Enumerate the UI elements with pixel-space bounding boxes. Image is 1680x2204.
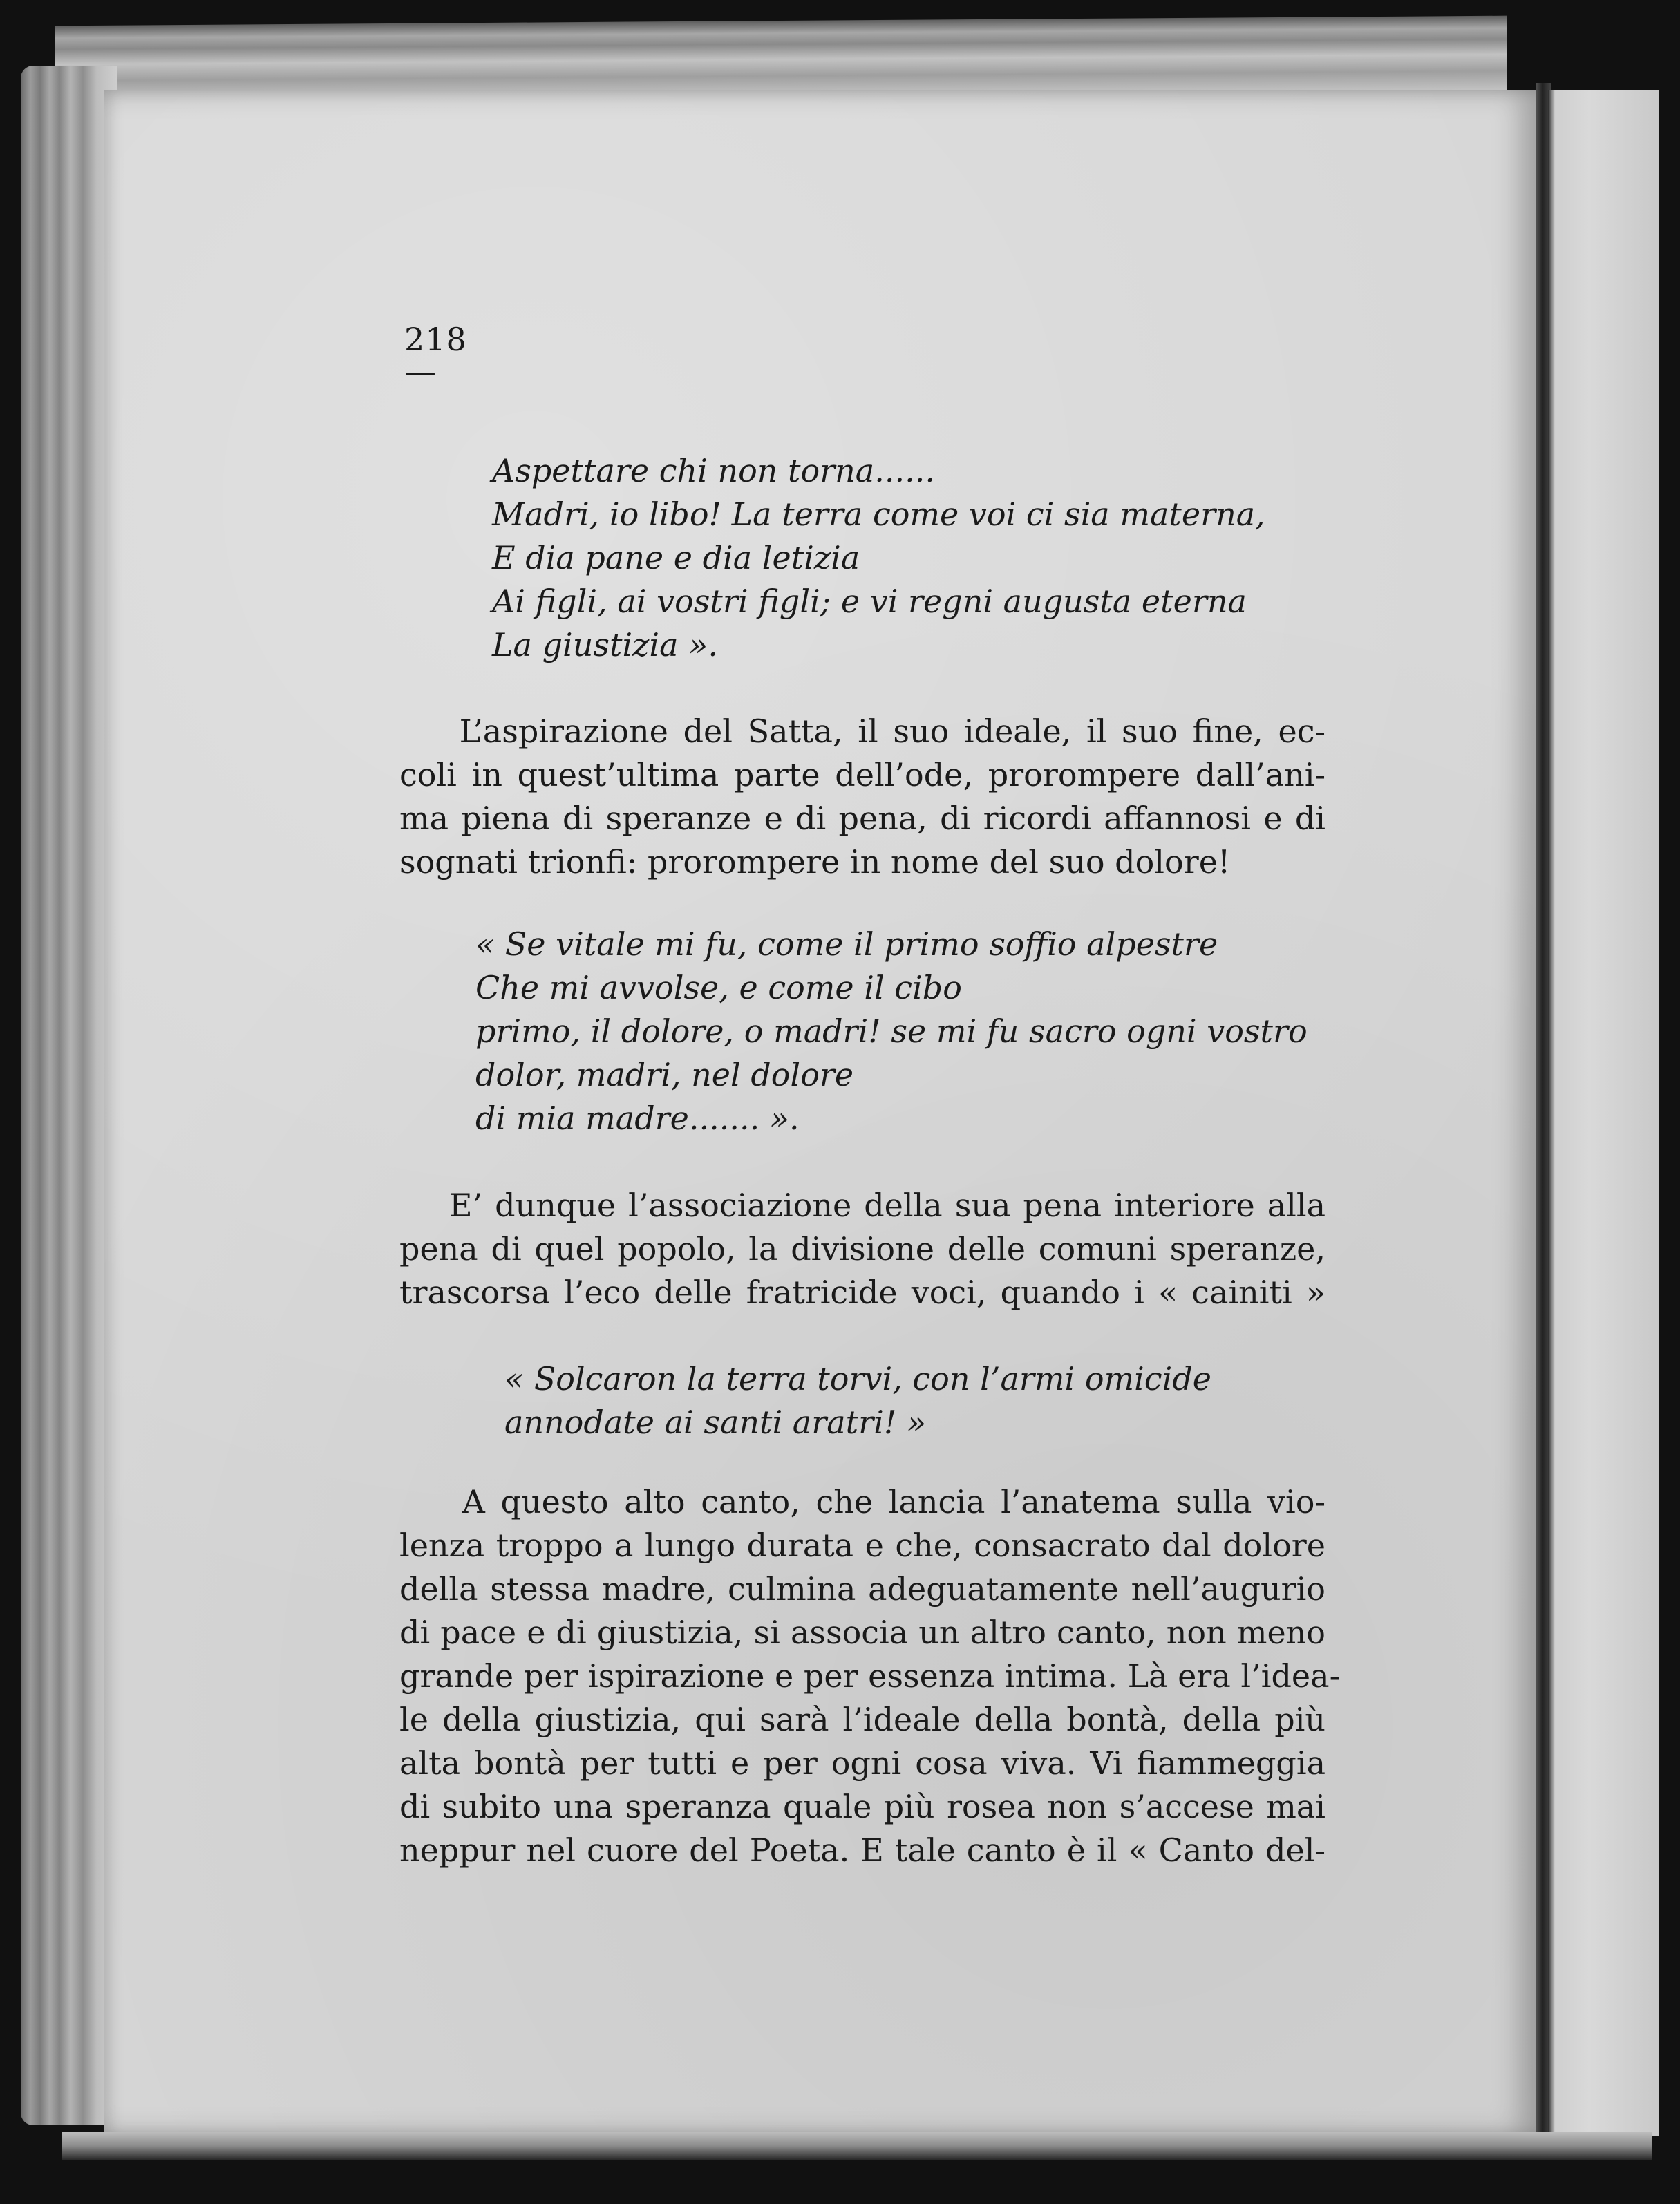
verse-line: « Solcaron la terra torvi, con l’armi omicide [504, 1360, 1211, 1397]
paragraph-line: grande per ispirazione e per essenza intima. Là era l’idea- [399, 1657, 1341, 1695]
verse-line: « Se vitale mi fu, come il primo soffio alpestre [475, 925, 1218, 963]
verse-line: primo, il dolore, o madri! se mi fu sacro ogni vostro [475, 1012, 1308, 1050]
verse-line: annodate ai santi aratri! » [504, 1404, 927, 1441]
paragraph-line: della stessa madre, culmina adeguatamente nell’augurio [399, 1570, 1325, 1608]
verse-quote-2 [475, 923, 1308, 1140]
verse-quote-1 [492, 449, 1265, 667]
verse-line: E dia pane e dia letizia [492, 539, 860, 576]
paragraph-line: di subito una speranza quale più rosea non s’accese mai [399, 1788, 1325, 1825]
bottom-page-edge [62, 2132, 1652, 2160]
verse-line: dolor, madri, nel dolore [475, 1056, 854, 1093]
left-page-edges [21, 66, 117, 2125]
paragraph-line: di pace e di giustizia, si associa un altro canto, non meno [399, 1614, 1325, 1651]
paragraph-line: E’ dunque l’associazione della sua pena interiore alla [399, 1187, 1325, 1224]
paragraph-2 [399, 1184, 1325, 1315]
verse-quote-3 [504, 1357, 1211, 1444]
paragraph-3 [399, 1480, 1341, 1872]
paragraph-line: trascorsa l’eco delle fratricide voci, quando i « cainiti » [399, 1274, 1325, 1311]
paragraph-line: ma piena di speranze e di pena, di ricordi affannosi e di [399, 800, 1325, 837]
paragraph-line: A questo alto canto, che lancia l’anatema sulla vio- [399, 1483, 1325, 1520]
verse-line: Madri, io libo! La terra come voi ci sia materna, [492, 496, 1265, 533]
paragraph-line: coli in quest’ultima parte dell’ode, prorompere dall’ani- [399, 756, 1325, 793]
verse-line: di mia madre....... ». [475, 1100, 800, 1137]
paragraph-line: le della giustizia, qui sarà l’ideale della bontà, della più [399, 1701, 1325, 1738]
verse-line: Che mi avvolse, e come il cibo [475, 969, 962, 1006]
paragraph-line: pena di quel popolo, la divisione delle comuni speranze, [399, 1230, 1325, 1268]
paragraph-line: L’aspirazione del Satta, il suo ideale, il suo fine, ec- [399, 713, 1325, 750]
verse-line: Aspettare chi non torna...... [492, 452, 935, 489]
facing-page-edge [1548, 90, 1659, 2136]
verse-line: Ai figli, ai vostri figli; e vi regni augusta eterna [492, 583, 1247, 620]
paragraph-1 [399, 710, 1325, 884]
paragraph-line: alta bontà per tutti e per ogni cosa viva. Vi fiammeggia [399, 1744, 1325, 1782]
paragraph-line: sognati trionfi: prorompere in nome del suo dolore! [399, 843, 1231, 880]
paragraph-line: lenza troppo a lungo durata e che, consacrato dal dolore [399, 1527, 1325, 1564]
paragraph-line: neppur nel cuore del Poeta. E tale canto è il « Canto del- [399, 1831, 1325, 1869]
verse-line: La giustizia ». [492, 626, 718, 663]
page-number: 218 — [404, 321, 467, 390]
